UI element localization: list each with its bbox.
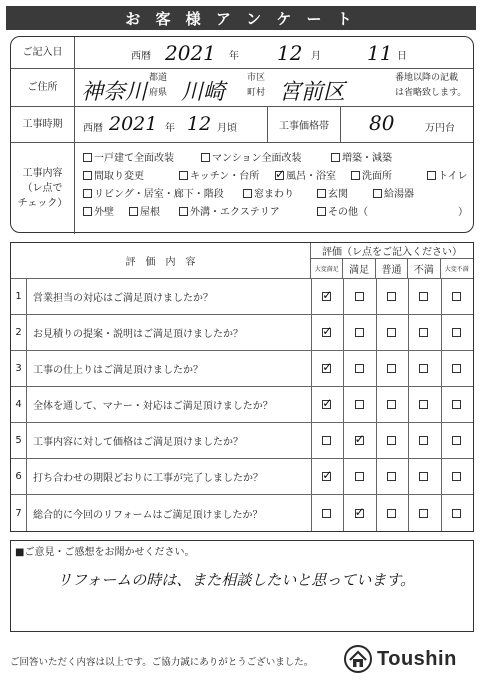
rating-cell [441, 495, 473, 531]
checkbox[interactable] [83, 171, 92, 180]
price-label: 工事価格帯 [267, 107, 341, 142]
work-option-label: マンション全面改装 [212, 153, 302, 164]
date-month-value: 12 [277, 41, 303, 65]
rating-checkbox[interactable] [419, 400, 428, 409]
rating-checkbox[interactable] [387, 364, 396, 373]
rating-checkbox[interactable] [419, 292, 428, 301]
rating-cell [376, 387, 408, 422]
rating-checkbox[interactable] [387, 436, 396, 445]
prefecture-suffix-bottom: 府県 [149, 88, 168, 98]
rating-cell [311, 423, 343, 458]
rating-cell [408, 459, 440, 494]
rating-checkbox[interactable] [355, 328, 364, 337]
checkbox[interactable] [243, 189, 252, 198]
work-option-label: 窓まわり [254, 189, 294, 200]
rating-column-header: 大変不満 [441, 259, 473, 279]
checkbox[interactable] [373, 189, 382, 198]
period-month-unit: 月頃 [217, 123, 237, 134]
work-option [179, 203, 280, 218]
eval-content-header: 評 価 内 容 [11, 243, 311, 279]
checkbox[interactable] [179, 171, 188, 180]
prefecture-suffix-top: 都道 [149, 73, 168, 83]
work-option [83, 167, 144, 182]
rating-cell [376, 279, 408, 314]
address-row [11, 69, 473, 107]
rating-checkbox[interactable] [419, 509, 428, 518]
address-note-line2: は省略致します。 [395, 88, 467, 98]
checkbox[interactable] [179, 207, 188, 216]
work-option-label: 玄関 [328, 189, 348, 200]
rating-column-header: 大変満足 [311, 259, 343, 279]
rating-cell [343, 351, 375, 386]
rating-column-header: 満足 [343, 259, 375, 279]
comment-text: リフォームの時は、また相談したいと思っています。 [57, 571, 416, 589]
checkbox[interactable] [427, 171, 436, 180]
work-content-label [11, 143, 75, 234]
rating-cell [311, 387, 343, 422]
work-content-row [11, 143, 473, 234]
rating-cell [311, 279, 343, 314]
work-option-label: トイレ [438, 171, 468, 182]
city-suffix-top: 市区 [247, 73, 266, 83]
question-number: 1 [11, 279, 27, 314]
work-option [83, 203, 114, 218]
period-row [11, 107, 473, 143]
rating-cell [311, 495, 343, 531]
brand-name: Toushin [377, 647, 457, 670]
house-logo-icon [344, 645, 372, 673]
checkbox[interactable] [317, 189, 326, 198]
rating-cell [408, 423, 440, 458]
work-content-label-line2: （レ点で [22, 183, 63, 194]
work-option [179, 167, 259, 182]
work-option-label: 間取り変更 [94, 171, 144, 182]
date-year-unit: 年 [229, 51, 239, 62]
work-option-label: 給湯器 [384, 189, 414, 200]
rating-cell [376, 423, 408, 458]
rating-checkbox[interactable] [452, 509, 461, 518]
rating-checkbox[interactable] [322, 400, 331, 409]
comment-label: ■ご意見・ご感想をお聞かせください。 [15, 547, 195, 558]
work-option [83, 185, 224, 200]
question-number: 7 [11, 495, 27, 531]
date-era: 西暦 [131, 51, 151, 62]
rating-cell [441, 423, 473, 458]
rating-checkbox[interactable] [419, 436, 428, 445]
question-text: 打ち合わせの期限どおりに工事が完了しましたか？ [33, 473, 263, 484]
rating-cell [376, 315, 408, 350]
rating-cell [343, 387, 375, 422]
rating-checkbox[interactable] [355, 509, 364, 518]
rating-cell [376, 351, 408, 386]
rating-cell [408, 387, 440, 422]
question-text: 工事の仕上りはご満足頂けましたか？ [33, 365, 203, 376]
rating-column-header: 普通 [376, 259, 408, 279]
rating-cell [441, 387, 473, 422]
rating-cell [311, 315, 343, 350]
work-option-label: その他（ ） [328, 207, 468, 218]
period-era: 西暦 [83, 123, 103, 134]
rating-checkbox[interactable] [355, 364, 364, 373]
work-option [351, 167, 392, 182]
rating-cell [376, 495, 408, 531]
work-option [243, 185, 294, 200]
address-city: 川崎 [181, 80, 226, 105]
rating-checkbox[interactable] [322, 328, 331, 337]
rating-checkbox[interactable] [387, 328, 396, 337]
question-text: 総合的に今回のリフォームはご満足頂けましたか？ [33, 509, 263, 521]
rating-cell [408, 495, 440, 531]
checkbox[interactable] [331, 153, 340, 162]
date-row [11, 37, 473, 69]
work-option [201, 149, 302, 164]
survey-title: お 客 様 ア ン ケ ー ト [6, 6, 476, 30]
rating-checkbox[interactable] [322, 436, 331, 445]
question-row [11, 315, 473, 351]
checkbox[interactable] [129, 207, 138, 216]
rating-checkbox[interactable] [452, 364, 461, 373]
rating-checkbox[interactable] [452, 328, 461, 337]
date-year-value: 2021 [165, 41, 216, 65]
rating-cell [408, 351, 440, 386]
rating-checkbox[interactable] [355, 292, 364, 301]
rating-checkbox[interactable] [322, 364, 331, 373]
rating-checkbox[interactable] [452, 292, 461, 301]
question-number: 4 [11, 387, 27, 422]
rating-checkbox[interactable] [419, 472, 428, 481]
checkbox[interactable] [83, 153, 92, 162]
work-option-label: 増築・減築 [342, 153, 392, 164]
rating-cell [408, 315, 440, 350]
work-option-label: 一戸建て全面改装 [94, 153, 174, 164]
rating-checkbox[interactable] [387, 292, 396, 301]
work-option-label: 風呂・浴室 [286, 171, 336, 182]
rating-checkbox[interactable] [387, 400, 396, 409]
question-number: 6 [11, 459, 27, 494]
checkbox[interactable] [351, 171, 360, 180]
rating-checkbox[interactable] [355, 436, 364, 445]
work-option-label: 外溝・エクステリア [190, 207, 280, 218]
rating-cell [311, 351, 343, 386]
period-label: 工事時期 [11, 107, 75, 142]
checkbox[interactable] [275, 171, 284, 180]
question-row [11, 423, 473, 459]
work-option-label: 屋根 [140, 207, 160, 218]
rating-cell [343, 279, 375, 314]
rating-checkbox[interactable] [419, 364, 428, 373]
question-number: 5 [11, 423, 27, 458]
rating-checkbox[interactable] [322, 472, 331, 481]
rating-checkbox[interactable] [452, 472, 461, 481]
address-label: ご住所 [11, 69, 75, 106]
work-content-label-line3: チェック） [17, 198, 68, 209]
rating-column-header: 不満 [408, 259, 440, 279]
work-option [331, 149, 392, 164]
rating-checkbox[interactable] [387, 509, 396, 518]
address-ward: 宮前区 [279, 80, 346, 105]
question-row [11, 495, 473, 531]
period-month-value: 12 [187, 113, 212, 135]
question-text: 工事内容に対して価格はご満足頂けましたか？ [33, 437, 243, 448]
work-option [129, 203, 160, 218]
work-option [275, 167, 336, 182]
rating-cell [441, 351, 473, 386]
question-number: 3 [11, 351, 27, 386]
question-number: 2 [11, 315, 27, 350]
address-prefecture: 神奈川 [81, 80, 148, 105]
evaluation-table [10, 242, 474, 532]
work-option-label: リビング・居室・廊下・階段 [94, 189, 224, 200]
work-content-label-line1: 工事内容 [22, 168, 63, 179]
rating-cell [343, 315, 375, 350]
work-option [317, 203, 468, 218]
rating-cell [441, 459, 473, 494]
rating-cell [408, 279, 440, 314]
rating-cell [376, 459, 408, 494]
rating-checkbox[interactable] [387, 472, 396, 481]
date-month-unit: 月 [311, 51, 321, 62]
rating-checkbox[interactable] [322, 509, 331, 518]
rating-checkbox[interactable] [355, 472, 364, 481]
customer-info-section [10, 36, 474, 233]
period-year-unit: 年 [165, 123, 175, 134]
work-option-label: キッチン・台所 [190, 171, 260, 182]
work-option [317, 185, 348, 200]
question-row [11, 279, 473, 315]
city-suffix-bottom: 町村 [247, 88, 266, 98]
comment-box [10, 540, 474, 632]
address-note-line1: 番地以降の記載 [395, 73, 459, 83]
checkbox[interactable] [83, 189, 92, 198]
question-text: 営業担当の対応はご満足頂けましたか？ [33, 293, 213, 304]
eval-rating-header: 評価（レ点をご記入ください） [311, 243, 473, 259]
footer-message: ご回答いただく内容は以上です。ご協力誠にありがとうございました。 [10, 657, 314, 668]
work-option [427, 167, 468, 182]
rating-checkbox[interactable] [452, 436, 461, 445]
rating-cell [441, 315, 473, 350]
rating-checkbox[interactable] [322, 292, 331, 301]
checkbox[interactable] [201, 153, 210, 162]
question-row [11, 459, 473, 495]
price-value: 80 [369, 111, 395, 135]
rating-cell [343, 459, 375, 494]
rating-cell [441, 279, 473, 314]
work-option [83, 149, 174, 164]
rating-checkbox[interactable] [419, 328, 428, 337]
date-day-value: 11 [367, 41, 393, 65]
date-day-unit: 日 [397, 51, 407, 62]
checkbox[interactable] [83, 207, 92, 216]
rating-cell [343, 495, 375, 531]
date-label: ご記入日 [11, 37, 75, 68]
question-row [11, 351, 473, 387]
company-logo [344, 645, 457, 673]
rating-checkbox[interactable] [452, 400, 461, 409]
work-option [373, 185, 414, 200]
question-row [11, 387, 473, 423]
rating-cell [311, 459, 343, 494]
question-text: お見積りの提案・説明はご満足頂けましたか？ [33, 329, 243, 340]
rating-checkbox[interactable] [355, 400, 364, 409]
checkbox[interactable] [317, 207, 326, 216]
price-unit: 万円台 [425, 123, 455, 134]
question-text: 全体を通して、マナー・対応はご満足頂けましたか？ [33, 401, 273, 412]
period-year-value: 2021 [109, 113, 158, 135]
work-option-label: 外壁 [94, 207, 114, 218]
work-option-label: 洗面所 [362, 171, 392, 182]
rating-cell [343, 423, 375, 458]
